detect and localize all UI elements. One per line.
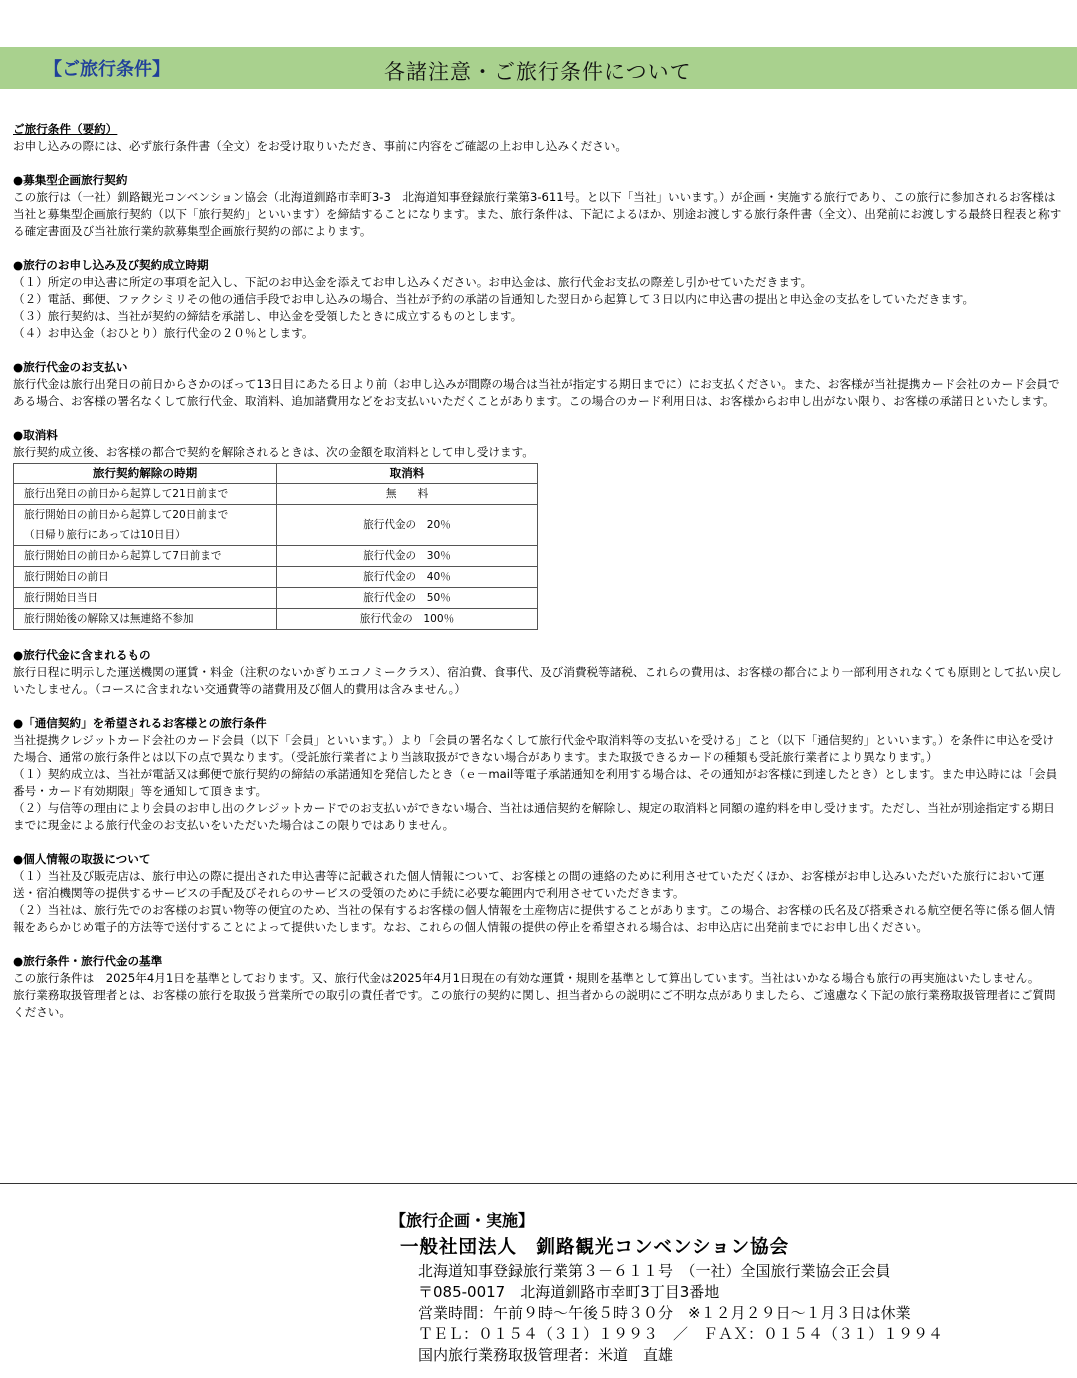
phone-fax-line: ＴＥＬ：０１５４（３１）１９９３ ／ ＦＡＸ：０１５４（３１）１９９４ [418, 1325, 944, 1343]
organizer-info [390, 1208, 943, 1366]
section-text: （２）電話、郵便、ファクシミリその他の通信手段でお申し込みの場合、当社が予約の承諾の旨通知した翌日から起算して３日以内に申込書の提出と申込金の支払をしていただきます。 [13, 292, 975, 306]
section-contract [13, 172, 1065, 240]
section-title: ●旅行条件・旅行代金の基準 [13, 954, 163, 968]
section-title: ●個人情報の取扱について [13, 852, 151, 866]
section-text: （４）お申込金（おひとり）旅行代金の２０％とします。 [13, 326, 314, 340]
organizer-heading: 【旅行企画・実施】 [390, 1211, 535, 1230]
fee-cell: 旅行代金の 20％ [277, 505, 538, 546]
summary-text: お申し込みの際には、必ず旅行条件書（全文）をお受け取りいただき、事前に内容をご確認の上お申し込みください。 [13, 139, 628, 153]
section-application [13, 257, 1065, 342]
section-title: ●旅行代金に含まれるもの [13, 648, 151, 662]
column-header: 旅行契約解除の時期 [14, 464, 277, 484]
section-title: ●旅行のお申し込み及び契約成立時期 [13, 258, 209, 272]
section-text: この旅行は（一社）釧路観光コンベンション協会（北海道釧路市幸町3-3 北海道知事登録旅行業第3-611号。と以下「当社」いいます。）が企画・実施する旅行であり、この旅行に参加されるお客様は当社と募集型企画旅行契約（以下「旅行契約」といいます）を締結することになります。また、旅行条件は、下記によるほか、別途お渡しする旅行条件書（全文）、出発前にお渡しする最終日程表と称する確定書面及び当社旅行業約款募集型企画旅行契約の部によります。 [13, 190, 1062, 238]
period-subtext: （日帰り旅行にあっては10日目） [24, 529, 186, 541]
cancellation-fee-table [13, 463, 538, 630]
section-text: （１）所定の申込書に所定の事項を記入し、下記のお申込金を添えてお申し込みください。お申込金は、旅行代金お支払の際差し引かせていただきます。 [13, 275, 813, 289]
section-title: ●募集型企画旅行契約 [13, 173, 128, 187]
section-text: 旅行代金は旅行出発日の前日からさかのぼって13日目にあたる日より前（お申し込みが間際の場合は当社が指定する期日までに）にお支払ください。また、お客様が当社提携カード会社のカード会員である場合、お客様の署名なくして旅行代金、取消料、追加諸費用などをお支払いいただくことがあります。この場合のカード利用日は、お客様からお申し出がない限り、お客様の承諾日といたします。 [13, 377, 1060, 408]
period-cell: 旅行開始日の前日から起算して7日前まで [14, 546, 277, 567]
section-privacy [13, 851, 1065, 936]
section-title: ●「通信契約」を希望されるお客様との旅行条件 [13, 716, 267, 730]
header-tag: 【ご旅行条件】 [44, 59, 170, 80]
section-text: （１）当社及び販売店は、旅行申込の際に提出された申込書等に記載された個人情報について、お客様との間の連絡のために利用させていただくほか、お客様がお申し込みいただいた旅行において運送・宿泊機関等の提供するサービスの手配及びそれらのサービスの受領のために手続に必要な範囲内で利用させていただきます。 [13, 869, 1045, 900]
section-text: （２）与信等の理由により会員のお申し出のクレジットカードでのお支払いができない場合、当社は通信契約を解除し、規定の取消料と同額の違約料を申し受けます。ただし、当社が別途指定する期日までに現金による旅行代金のお支払いをいただいた場合はこの限りではありません。 [13, 801, 1055, 832]
section-title: ●取消料 [13, 428, 58, 442]
section-text: （１）契約成立は、当社が電話又は郵便で旅行契約の締結の承諾通知を発信したとき（ｅ－mail等電子承諾通知を利用する場合は、その通知がお客様に到達したとき）とします。また申込時には「会員番号・カード有効期限」等を通知して頂きます。 [13, 767, 1058, 798]
period-cell: 旅行開始後の解除又は無連絡不参加 [14, 609, 277, 630]
table-row [14, 609, 538, 630]
period-cell [14, 505, 277, 546]
terms-content [13, 121, 1065, 1021]
column-header: 取消料 [277, 464, 538, 484]
table-row [14, 588, 538, 609]
section-basis [13, 953, 1065, 1021]
section-title: ●旅行代金のお支払い [13, 360, 128, 374]
manager-line: 国内旅行業務取扱管理者：米道 直雄 [418, 1346, 674, 1364]
business-hours-line: 営業時間：午前９時～午後５時３０分 ※１２月２９日～１月３日は休業 [418, 1304, 911, 1322]
section-payment [13, 359, 1065, 410]
period-cell: 旅行開始日当日 [14, 588, 277, 609]
section-text: （２）当社は、旅行先でのお客様のお買い物等の便宜のため、当社の保有するお客様の個人情報を土産物店に提供することがあります。この場合、お客様の氏名及び搭乗される航空便名等に係る個人情報をあらかじめ電子的方法等で送付することによって提供いたします。なお、これらの個人情報の提供の停止を希望される場合は、お申込店に出発前までにお申し出ください。 [13, 903, 1056, 934]
section-included [13, 647, 1065, 698]
address-line: 〒085-0017 北海道釧路市幸町3丁目3番地 [418, 1283, 720, 1301]
section-text: 当社提携クレジットカード会社のカード会員（以下「会員」といいます。）より「会員の署名なくして旅行代金や取消料等の支払いを受ける」こと（以下「通信契約」といいます。）を条件に申込を受けた場合、通常の旅行条件とは以下の点で異なります。（受託旅行業者により当該取扱ができない場合があります。また取扱できるカードの種類も受託旅行業者により異なります。） [13, 733, 1054, 764]
period-cell: 旅行出発日の前日から起算して21日前まで [14, 484, 277, 505]
fee-cell: 旅行代金の 40％ [277, 567, 538, 588]
section-text: 旅行契約成立後、お客様の都合で契約を解除されるときは、次の金額を取消料として申し受けます。 [13, 445, 534, 459]
section-text: この旅行条件は 2025年4月1日を基準としております。又、旅行代金は2025年4月1日現在の有効な運賃・規則を基準として算出しています。当社はいかなる場合も旅行の再実施はいたしません。 [13, 971, 1040, 985]
header-banner [0, 47, 1077, 89]
section-text: 旅行業務取扱管理者とは、お客様の旅行を取扱う営業所での取引の責任者です。この旅行の契約に関し、担当者からの説明にご不明な点がありましたら、ご遠慮なく下記の旅行業務取扱管理者にご質問ください。 [13, 988, 1056, 1019]
table-row [14, 546, 538, 567]
registration-line: 北海道知事登録旅行業第３－６１１号 （一社）全国旅行業協会正会員 [418, 1262, 891, 1280]
section-text: 旅行日程に明示した運送機関の運賃・料金（注釈のないかぎりエコノミークラス）、宿泊費、食事代、及び消費税等諸税、これらの費用は、お客様の都合により一部利用されなくても原則として払い戻しいたしません。（コースに含まれない交通費等の諸費用及び個人的費用は含みません。） [13, 665, 1062, 696]
fee-cell: 旅行代金の 100％ [277, 609, 538, 630]
organizer-name: 一般社団法人 釧路観光コンベンション協会 [400, 1237, 790, 1258]
section-telecom [13, 715, 1065, 834]
fee-cell: 無 料 [277, 484, 538, 505]
fee-cell: 旅行代金の 50％ [277, 588, 538, 609]
section-text: （３）旅行契約は、当社が契約の締結を承諾し、申込金を受領したときに成立するものとします。 [13, 309, 523, 323]
table-row [14, 567, 538, 588]
section-cancellation [13, 427, 1065, 630]
period-cell: 旅行開始日の前日 [14, 567, 277, 588]
table-row [14, 484, 538, 505]
period-text: 旅行開始日の前日から起算して20日前まで [24, 509, 229, 521]
organizer-details [418, 1261, 943, 1366]
fee-cell: 旅行代金の 30％ [277, 546, 538, 567]
page-title: 各諸注意・ご旅行条件について [384, 60, 692, 84]
footer-divider [0, 1183, 1077, 1184]
summary-title: ご旅行条件（要約） [13, 122, 118, 136]
table-row [14, 505, 538, 546]
table-header-row [14, 464, 538, 484]
